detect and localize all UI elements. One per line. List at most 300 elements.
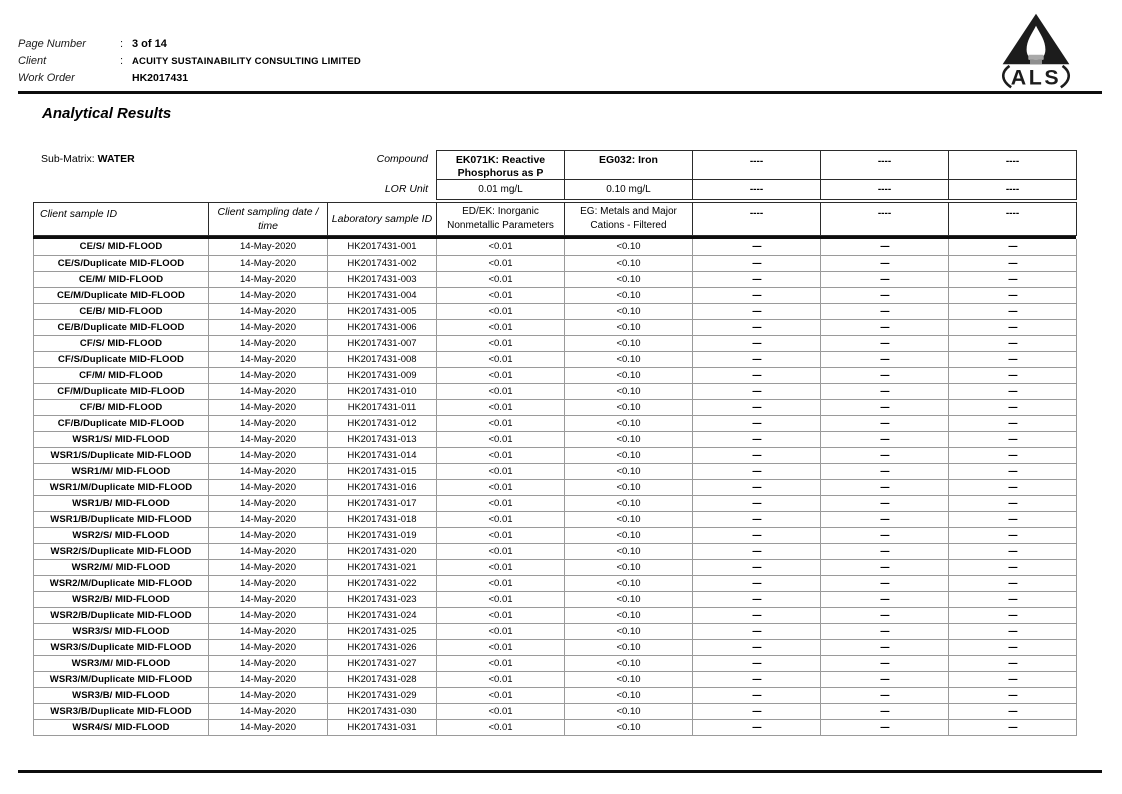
result-value-cell: <0.01 [437, 303, 565, 319]
client-sample-id-cell: WSR3/M/Duplicate MID-FLOOD [34, 671, 209, 687]
lab-sample-id-cell: HK2017431-012 [328, 415, 437, 431]
header-field-value: ACUITY SUSTAINABILITY CONSULTING LIMITED [132, 56, 361, 67]
result-value-cell: ---- [821, 383, 949, 399]
result-value-cell: ---- [949, 463, 1077, 479]
result-value-cell: ---- [821, 591, 949, 607]
result-value-cell: <0.01 [437, 719, 565, 735]
method-group-cell: ---- [948, 202, 1077, 236]
result-value-cell: ---- [821, 239, 949, 255]
result-value-cell: <0.01 [437, 511, 565, 527]
result-value-cell: ---- [949, 575, 1077, 591]
sampling-date-cell: 14-May-2020 [209, 655, 328, 671]
lab-sample-id-cell: HK2017431-009 [328, 367, 437, 383]
sampling-date-cell: 14-May-2020 [209, 383, 328, 399]
result-value-cell: <0.01 [437, 607, 565, 623]
sub-matrix-label: Sub-Matrix: [41, 153, 95, 165]
result-value-cell: <0.10 [565, 719, 693, 735]
result-value-cell: <0.01 [437, 463, 565, 479]
result-value-cell: ---- [821, 367, 949, 383]
client-sample-id-cell: CE/S/ MID-FLOOD [34, 239, 209, 255]
result-value-cell: ---- [821, 479, 949, 495]
table-row [34, 255, 1077, 271]
result-value-cell: ---- [949, 591, 1077, 607]
table-row [34, 527, 1077, 543]
result-value-cell: <0.10 [565, 655, 693, 671]
result-value-cell: <0.10 [565, 687, 693, 703]
result-value-cell: ---- [949, 687, 1077, 703]
result-value-cell: ---- [693, 303, 821, 319]
client-sample-id-cell: CF/M/Duplicate MID-FLOOD [34, 383, 209, 399]
result-value-cell: ---- [949, 495, 1077, 511]
client-sample-id-cell: CF/B/Duplicate MID-FLOOD [34, 415, 209, 431]
result-value-cell: <0.01 [437, 335, 565, 351]
client-sample-id-cell: CE/S/Duplicate MID-FLOOD [34, 255, 209, 271]
result-value-cell: ---- [693, 335, 821, 351]
result-value-cell: ---- [693, 639, 821, 655]
lab-sample-id-cell: HK2017431-031 [328, 719, 437, 735]
result-value-cell: ---- [949, 623, 1077, 639]
compound-header-cell: ---- [948, 150, 1077, 180]
sampling-date-cell: 14-May-2020 [209, 543, 328, 559]
header-field-value: HK2017431 [132, 72, 189, 84]
column-header-cell: Client sampling date / time [208, 202, 328, 236]
result-value-cell: <0.10 [565, 367, 693, 383]
client-sample-id-cell: WSR3/S/ MID-FLOOD [34, 623, 209, 639]
table-row [34, 703, 1077, 719]
lab-sample-id-cell: HK2017431-026 [328, 639, 437, 655]
result-value-cell: <0.01 [437, 431, 565, 447]
sampling-date-cell: 14-May-2020 [209, 431, 328, 447]
result-value-cell: <0.01 [437, 255, 565, 271]
table-row [34, 399, 1077, 415]
result-value-cell: ---- [821, 415, 949, 431]
sampling-date-cell: 14-May-2020 [209, 319, 328, 335]
client-sample-id-cell: WSR2/S/ MID-FLOOD [34, 527, 209, 543]
result-value-cell: <0.10 [565, 559, 693, 575]
result-value-cell: ---- [821, 463, 949, 479]
result-value-cell: ---- [949, 447, 1077, 463]
result-value-cell: <0.10 [565, 399, 693, 415]
client-sample-id-cell: WSR3/M/ MID-FLOOD [34, 655, 209, 671]
result-value-cell: ---- [821, 431, 949, 447]
result-value-cell: ---- [949, 671, 1077, 687]
lab-sample-id-cell: HK2017431-005 [328, 303, 437, 319]
result-value-cell: ---- [693, 527, 821, 543]
compound-header-cell: EG032: Iron [564, 150, 693, 180]
client-sample-id-cell: CF/S/ MID-FLOOD [34, 335, 209, 351]
table-row [34, 351, 1077, 367]
sampling-date-cell: 14-May-2020 [209, 591, 328, 607]
lab-sample-id-cell: HK2017431-008 [328, 351, 437, 367]
als-logo-text: ALS [1010, 65, 1062, 89]
lab-sample-id-cell: HK2017431-002 [328, 255, 437, 271]
result-value-cell: ---- [693, 287, 821, 303]
sampling-date-cell: 14-May-2020 [209, 415, 328, 431]
result-value-cell: <0.01 [437, 543, 565, 559]
table-row [34, 575, 1077, 591]
client-sample-id-cell: WSR2/S/Duplicate MID-FLOOD [34, 543, 209, 559]
result-value-cell: ---- [693, 463, 821, 479]
table-row [34, 623, 1077, 639]
header-field [18, 38, 361, 54]
lab-sample-id-cell: HK2017431-025 [328, 623, 437, 639]
result-value-cell: <0.01 [437, 399, 565, 415]
result-value-cell: <0.01 [437, 495, 565, 511]
client-sample-id-cell: WSR3/S/Duplicate MID-FLOOD [34, 639, 209, 655]
result-value-cell: <0.01 [437, 687, 565, 703]
sampling-date-cell: 14-May-2020 [209, 559, 328, 575]
table-row [34, 479, 1077, 495]
result-value-cell: ---- [821, 335, 949, 351]
client-sample-id-cell: WSR1/S/Duplicate MID-FLOOD [34, 447, 209, 463]
header-field-label: Client [18, 55, 47, 67]
sampling-date-cell: 14-May-2020 [209, 463, 328, 479]
table-row [34, 559, 1077, 575]
result-value-cell: ---- [949, 639, 1077, 655]
table-row [34, 591, 1077, 607]
header-field-separator: : [120, 55, 124, 67]
lab-sample-id-cell: HK2017431-029 [328, 687, 437, 703]
section-title: Analytical Results [42, 105, 172, 122]
sampling-date-cell: 14-May-2020 [209, 623, 328, 639]
result-value-cell: ---- [693, 687, 821, 703]
result-value-cell: ---- [949, 351, 1077, 367]
result-value-cell: <0.01 [437, 367, 565, 383]
result-value-cell: ---- [949, 607, 1077, 623]
result-value-cell: <0.10 [565, 639, 693, 655]
column-header-cell: Laboratory sample ID [327, 202, 437, 236]
result-value-cell: ---- [693, 559, 821, 575]
result-value-cell: ---- [949, 719, 1077, 735]
result-value-cell: ---- [949, 703, 1077, 719]
client-sample-id-cell: WSR1/S/ MID-FLOOD [34, 431, 209, 447]
result-value-cell: ---- [821, 511, 949, 527]
header-rule [18, 91, 1102, 94]
client-sample-id-cell: CE/M/ MID-FLOOD [34, 271, 209, 287]
lab-sample-id-cell: HK2017431-015 [328, 463, 437, 479]
result-value-cell: <0.01 [437, 351, 565, 367]
header-field [18, 72, 361, 88]
result-value-cell: <0.10 [565, 383, 693, 399]
sampling-date-cell: 14-May-2020 [209, 527, 328, 543]
sampling-date-cell: 14-May-2020 [209, 639, 328, 655]
result-value-cell: <0.10 [565, 623, 693, 639]
table-row [34, 287, 1077, 303]
result-value-cell: <0.10 [565, 319, 693, 335]
result-value-cell: <0.01 [437, 639, 565, 655]
lor-unit-cell: ---- [692, 179, 821, 200]
lab-sample-id-cell: HK2017431-020 [328, 543, 437, 559]
result-value-cell: <0.10 [565, 495, 693, 511]
result-value-cell: ---- [949, 239, 1077, 255]
result-value-cell: <0.01 [437, 703, 565, 719]
result-value-cell: <0.01 [437, 479, 565, 495]
result-value-cell: <0.01 [437, 239, 565, 255]
result-value-cell: ---- [693, 271, 821, 287]
result-value-cell: ---- [949, 431, 1077, 447]
result-value-cell: <0.01 [437, 655, 565, 671]
result-value-cell: <0.10 [565, 591, 693, 607]
result-value-cell: ---- [693, 239, 821, 255]
table-row [34, 303, 1077, 319]
client-sample-id-cell: CE/B/Duplicate MID-FLOOD [34, 319, 209, 335]
result-value-cell: <0.10 [565, 287, 693, 303]
lab-sample-id-cell: HK2017431-016 [328, 479, 437, 495]
result-value-cell: ---- [821, 303, 949, 319]
sampling-date-cell: 14-May-2020 [209, 367, 328, 383]
client-sample-id-cell: WSR2/M/ MID-FLOOD [34, 559, 209, 575]
sub-matrix-value: WATER [97, 153, 135, 165]
result-value-cell: ---- [949, 271, 1077, 287]
result-value-cell: <0.01 [437, 527, 565, 543]
client-sample-id-cell: CF/B/ MID-FLOOD [34, 399, 209, 415]
lab-sample-id-cell: HK2017431-023 [328, 591, 437, 607]
result-value-cell: ---- [949, 287, 1077, 303]
result-value-cell: ---- [821, 399, 949, 415]
method-group-cell: ---- [820, 202, 949, 236]
result-value-cell: ---- [693, 479, 821, 495]
result-value-cell: ---- [821, 559, 949, 575]
client-sample-id-cell: CF/S/Duplicate MID-FLOOD [34, 351, 209, 367]
result-value-cell: ---- [693, 415, 821, 431]
result-value-cell: <0.10 [565, 575, 693, 591]
sampling-date-cell: 14-May-2020 [209, 719, 328, 735]
result-value-cell: ---- [693, 447, 821, 463]
table-row [34, 271, 1077, 287]
lab-sample-id-cell: HK2017431-004 [328, 287, 437, 303]
sampling-date-cell: 14-May-2020 [209, 287, 328, 303]
compound-header-cell: ---- [692, 150, 821, 180]
header-field-label: Page Number [18, 38, 86, 50]
lab-sample-id-cell: HK2017431-030 [328, 703, 437, 719]
sampling-date-cell: 14-May-2020 [209, 271, 328, 287]
result-value-cell: <0.01 [437, 575, 565, 591]
als-logo [993, 12, 1079, 89]
lor-unit-cell: ---- [820, 179, 949, 200]
lab-sample-id-cell: HK2017431-027 [328, 655, 437, 671]
result-value-cell: ---- [949, 479, 1077, 495]
result-value-cell: <0.10 [565, 671, 693, 687]
result-value-cell: ---- [821, 319, 949, 335]
client-sample-id-cell: WSR2/B/ MID-FLOOD [34, 591, 209, 607]
table-row [34, 463, 1077, 479]
footer-rule [18, 770, 1102, 773]
result-value-cell: <0.10 [565, 415, 693, 431]
sampling-date-cell: 14-May-2020 [209, 447, 328, 463]
result-value-cell: ---- [821, 447, 949, 463]
table-row [34, 607, 1077, 623]
result-value-cell: ---- [693, 351, 821, 367]
result-value-cell: ---- [949, 255, 1077, 271]
result-value-cell: ---- [693, 671, 821, 687]
result-value-cell: ---- [693, 431, 821, 447]
result-value-cell: ---- [821, 703, 949, 719]
sampling-date-cell: 14-May-2020 [209, 255, 328, 271]
client-sample-id-cell: WSR4/S/ MID-FLOOD [34, 719, 209, 735]
lab-sample-id-cell: HK2017431-003 [328, 271, 437, 287]
result-value-cell: ---- [821, 271, 949, 287]
lab-sample-id-cell: HK2017431-013 [328, 431, 437, 447]
result-value-cell: ---- [949, 415, 1077, 431]
result-value-cell: <0.10 [565, 463, 693, 479]
client-sample-id-cell: CE/B/ MID-FLOOD [34, 303, 209, 319]
lab-sample-id-cell: HK2017431-014 [328, 447, 437, 463]
table-row [34, 719, 1077, 735]
sampling-date-cell: 14-May-2020 [209, 399, 328, 415]
result-value-cell: ---- [693, 255, 821, 271]
result-value-cell: ---- [949, 543, 1077, 559]
header-field-value: 3 of 14 [132, 38, 167, 50]
client-sample-id-cell: WSR3/B/Duplicate MID-FLOOD [34, 703, 209, 719]
table-row [34, 495, 1077, 511]
result-value-cell: ---- [821, 575, 949, 591]
sampling-date-cell: 14-May-2020 [209, 303, 328, 319]
lab-sample-id-cell: HK2017431-024 [328, 607, 437, 623]
sampling-date-cell: 14-May-2020 [209, 687, 328, 703]
result-value-cell: <0.10 [565, 527, 693, 543]
result-value-cell: ---- [693, 383, 821, 399]
client-sample-id-cell: WSR1/B/Duplicate MID-FLOOD [34, 511, 209, 527]
result-value-cell: <0.10 [565, 239, 693, 255]
sub-matrix [41, 153, 135, 165]
result-value-cell: ---- [949, 335, 1077, 351]
result-value-cell: ---- [693, 623, 821, 639]
sampling-date-cell: 14-May-2020 [209, 335, 328, 351]
table-row [34, 415, 1077, 431]
result-value-cell: ---- [949, 559, 1077, 575]
client-sample-id-cell: CE/M/Duplicate MID-FLOOD [34, 287, 209, 303]
lor-unit-cell: 0.10 mg/L [564, 179, 693, 200]
table-row [34, 687, 1077, 703]
table-row [34, 383, 1077, 399]
sampling-date-cell: 14-May-2020 [209, 351, 328, 367]
result-value-cell: <0.10 [565, 303, 693, 319]
table-row [34, 511, 1077, 527]
lab-sample-id-cell: HK2017431-017 [328, 495, 437, 511]
client-sample-id-cell: WSR2/B/Duplicate MID-FLOOD [34, 607, 209, 623]
lab-sample-id-cell: HK2017431-022 [328, 575, 437, 591]
sampling-date-cell: 14-May-2020 [209, 703, 328, 719]
result-value-cell: ---- [821, 671, 949, 687]
compound-row-label: Compound [376, 153, 428, 165]
lor-unit-cell: 0.01 mg/L [436, 179, 565, 200]
lab-sample-id-cell: HK2017431-028 [328, 671, 437, 687]
result-value-cell: <0.01 [437, 559, 565, 575]
table-row [34, 639, 1077, 655]
result-value-cell: <0.01 [437, 447, 565, 463]
result-value-cell: ---- [821, 639, 949, 655]
compound-header-cell: ---- [820, 150, 949, 180]
result-value-cell: ---- [821, 623, 949, 639]
table-row [34, 239, 1077, 255]
result-value-cell: ---- [693, 399, 821, 415]
table-row [34, 543, 1077, 559]
result-value-cell: ---- [693, 703, 821, 719]
lab-sample-id-cell: HK2017431-001 [328, 239, 437, 255]
header-field [18, 55, 361, 71]
lab-sample-id-cell: HK2017431-006 [328, 319, 437, 335]
result-value-cell: ---- [821, 687, 949, 703]
sampling-date-cell: 14-May-2020 [209, 671, 328, 687]
page-header-fields [18, 38, 361, 89]
result-value-cell: ---- [821, 351, 949, 367]
lor-unit-cell: ---- [948, 179, 1077, 200]
result-value-cell: <0.01 [437, 319, 565, 335]
table-row [34, 367, 1077, 383]
client-sample-id-cell: WSR1/M/Duplicate MID-FLOOD [34, 479, 209, 495]
result-value-cell: <0.10 [565, 351, 693, 367]
result-value-cell: <0.01 [437, 623, 565, 639]
client-sample-id-cell: WSR3/B/ MID-FLOOD [34, 687, 209, 703]
result-value-cell: ---- [821, 543, 949, 559]
result-value-cell: ---- [821, 495, 949, 511]
lab-sample-id-cell: HK2017431-019 [328, 527, 437, 543]
sampling-date-cell: 14-May-2020 [209, 495, 328, 511]
table-row [34, 655, 1077, 671]
lor-row-label: LOR Unit [384, 183, 428, 195]
result-value-cell: <0.10 [565, 703, 693, 719]
lab-sample-id-cell: HK2017431-021 [328, 559, 437, 575]
result-value-cell: ---- [949, 303, 1077, 319]
result-value-cell: ---- [949, 511, 1077, 527]
method-group-cell: ED/EK: Inorganic Nonmetallic Parameters [436, 202, 565, 236]
compound-row-label-strip [33, 150, 436, 180]
result-value-cell: ---- [949, 367, 1077, 383]
result-value-cell: <0.01 [437, 415, 565, 431]
result-value-cell: <0.01 [437, 671, 565, 687]
result-value-cell: ---- [693, 607, 821, 623]
result-value-cell: ---- [693, 655, 821, 671]
method-group-cell: ---- [692, 202, 821, 236]
results-table [33, 239, 1077, 736]
result-value-cell: <0.01 [437, 591, 565, 607]
result-value-cell: <0.10 [565, 479, 693, 495]
result-value-cell: <0.10 [565, 543, 693, 559]
result-value-cell: <0.10 [565, 271, 693, 287]
result-value-cell: ---- [693, 511, 821, 527]
result-value-cell: <0.10 [565, 431, 693, 447]
result-value-cell: <0.10 [565, 607, 693, 623]
result-value-cell: ---- [949, 383, 1077, 399]
result-value-cell: ---- [821, 287, 949, 303]
sampling-date-cell: 14-May-2020 [209, 479, 328, 495]
table-row [34, 447, 1077, 463]
header-field-label: Work Order [18, 72, 75, 84]
table-row [34, 335, 1077, 351]
header-field-separator: : [120, 38, 124, 50]
result-value-cell: ---- [693, 575, 821, 591]
result-value-cell: <0.10 [565, 335, 693, 351]
lab-sample-id-cell: HK2017431-018 [328, 511, 437, 527]
table-row [34, 431, 1077, 447]
client-sample-id-cell: WSR2/M/Duplicate MID-FLOOD [34, 575, 209, 591]
result-value-cell: ---- [693, 591, 821, 607]
result-value-cell: <0.10 [565, 511, 693, 527]
lab-sample-id-cell: HK2017431-007 [328, 335, 437, 351]
result-value-cell: <0.01 [437, 271, 565, 287]
result-value-cell: ---- [949, 655, 1077, 671]
compound-header-cell: EK071K: Reactive Phosphorus as P [436, 150, 565, 180]
result-value-cell: ---- [949, 399, 1077, 415]
table-row [34, 319, 1077, 335]
sampling-date-cell: 14-May-2020 [209, 511, 328, 527]
sampling-date-cell: 14-May-2020 [209, 239, 328, 255]
result-value-cell: <0.01 [437, 287, 565, 303]
result-value-cell: <0.01 [437, 383, 565, 399]
table-row [34, 671, 1077, 687]
result-value-cell: ---- [693, 543, 821, 559]
result-value-cell: ---- [693, 319, 821, 335]
